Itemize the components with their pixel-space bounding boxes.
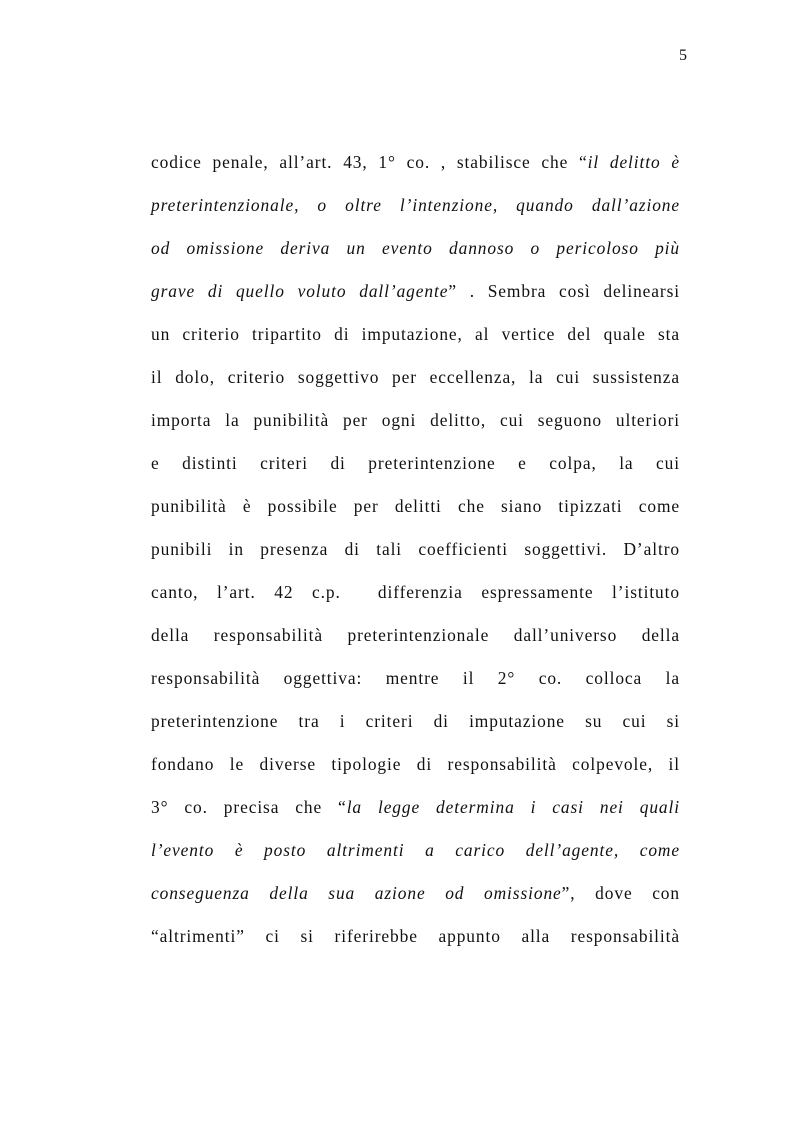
text-line xyxy=(151,580,680,623)
page-number: 5 xyxy=(679,47,687,64)
text-line xyxy=(151,795,680,838)
text-line xyxy=(151,408,680,451)
text-line xyxy=(151,494,680,537)
text-segment: un criterio tripartito di imputazione, al vertice del quale sta xyxy=(151,324,680,344)
italic-text-segment: l’evento è posto altrimenti a carico dell’agente, come xyxy=(151,840,680,860)
text-segment: della responsabilità preterintenzionale dall’universo della xyxy=(151,625,680,645)
text-segment: ”, dove con xyxy=(561,883,680,903)
text-segment: punibilità è possibile per delitti che siano tipizzati come xyxy=(151,496,680,516)
text-segment: e distinti criteri di preterintenzione e colpa, la cui xyxy=(151,453,680,473)
italic-text-segment: conseguenza della sua azione od omissione xyxy=(151,883,562,903)
text-line xyxy=(151,365,680,408)
text-line xyxy=(151,279,680,322)
text-line xyxy=(151,924,680,967)
body-text xyxy=(151,150,680,967)
text-line xyxy=(151,150,680,193)
text-segment: ” . Sembra così delinearsi xyxy=(448,281,680,301)
text-line xyxy=(151,752,680,795)
text-segment: il dolo, criterio soggettivo per eccellenza, la cui sussistenza xyxy=(151,367,680,387)
text-segment: fondano le diverse tipologie di responsabilità colpevole, il xyxy=(151,754,680,774)
italic-text-segment: preterintenzionale, o oltre l’intenzione, quando dall’azione xyxy=(151,195,680,215)
italic-text-segment: la legge determina i casi nei quali xyxy=(346,797,680,817)
text-segment: responsabilità oggettiva: mentre il 2° co. colloca la xyxy=(151,668,680,688)
text-segment: preterintenzione tra i criteri di imputazione su cui si xyxy=(151,711,680,731)
text-line xyxy=(151,451,680,494)
text-segment: 3° co. precisa che “ xyxy=(151,797,347,817)
text-segment: importa la punibilità per ogni delitto, cui seguono ulteriori xyxy=(151,410,680,430)
italic-text-segment: od omissione deriva un evento dannoso o pericoloso più xyxy=(151,238,680,258)
text-line xyxy=(151,537,680,580)
text-line xyxy=(151,838,680,881)
text-line xyxy=(151,623,680,666)
text-line xyxy=(151,709,680,752)
text-line xyxy=(151,236,680,279)
text-segment: codice penale, all’art. 43, 1° co. , stabilisce che “ xyxy=(151,152,588,172)
text-line xyxy=(151,666,680,709)
text-line xyxy=(151,881,680,924)
text-segment: canto, l’art. 42 c.p. differenzia espressamente l’istituto xyxy=(151,582,680,602)
italic-text-segment: grave di quello voluto dall’agente xyxy=(151,281,449,301)
text-segment: punibili in presenza di tali coefficienti soggettivi. D’altro xyxy=(151,539,680,559)
text-line xyxy=(151,322,680,365)
text-line xyxy=(151,193,680,236)
italic-text-segment: il delitto è xyxy=(587,152,680,172)
text-segment: “altrimenti” ci si riferirebbe appunto alla responsabilità xyxy=(151,926,680,946)
